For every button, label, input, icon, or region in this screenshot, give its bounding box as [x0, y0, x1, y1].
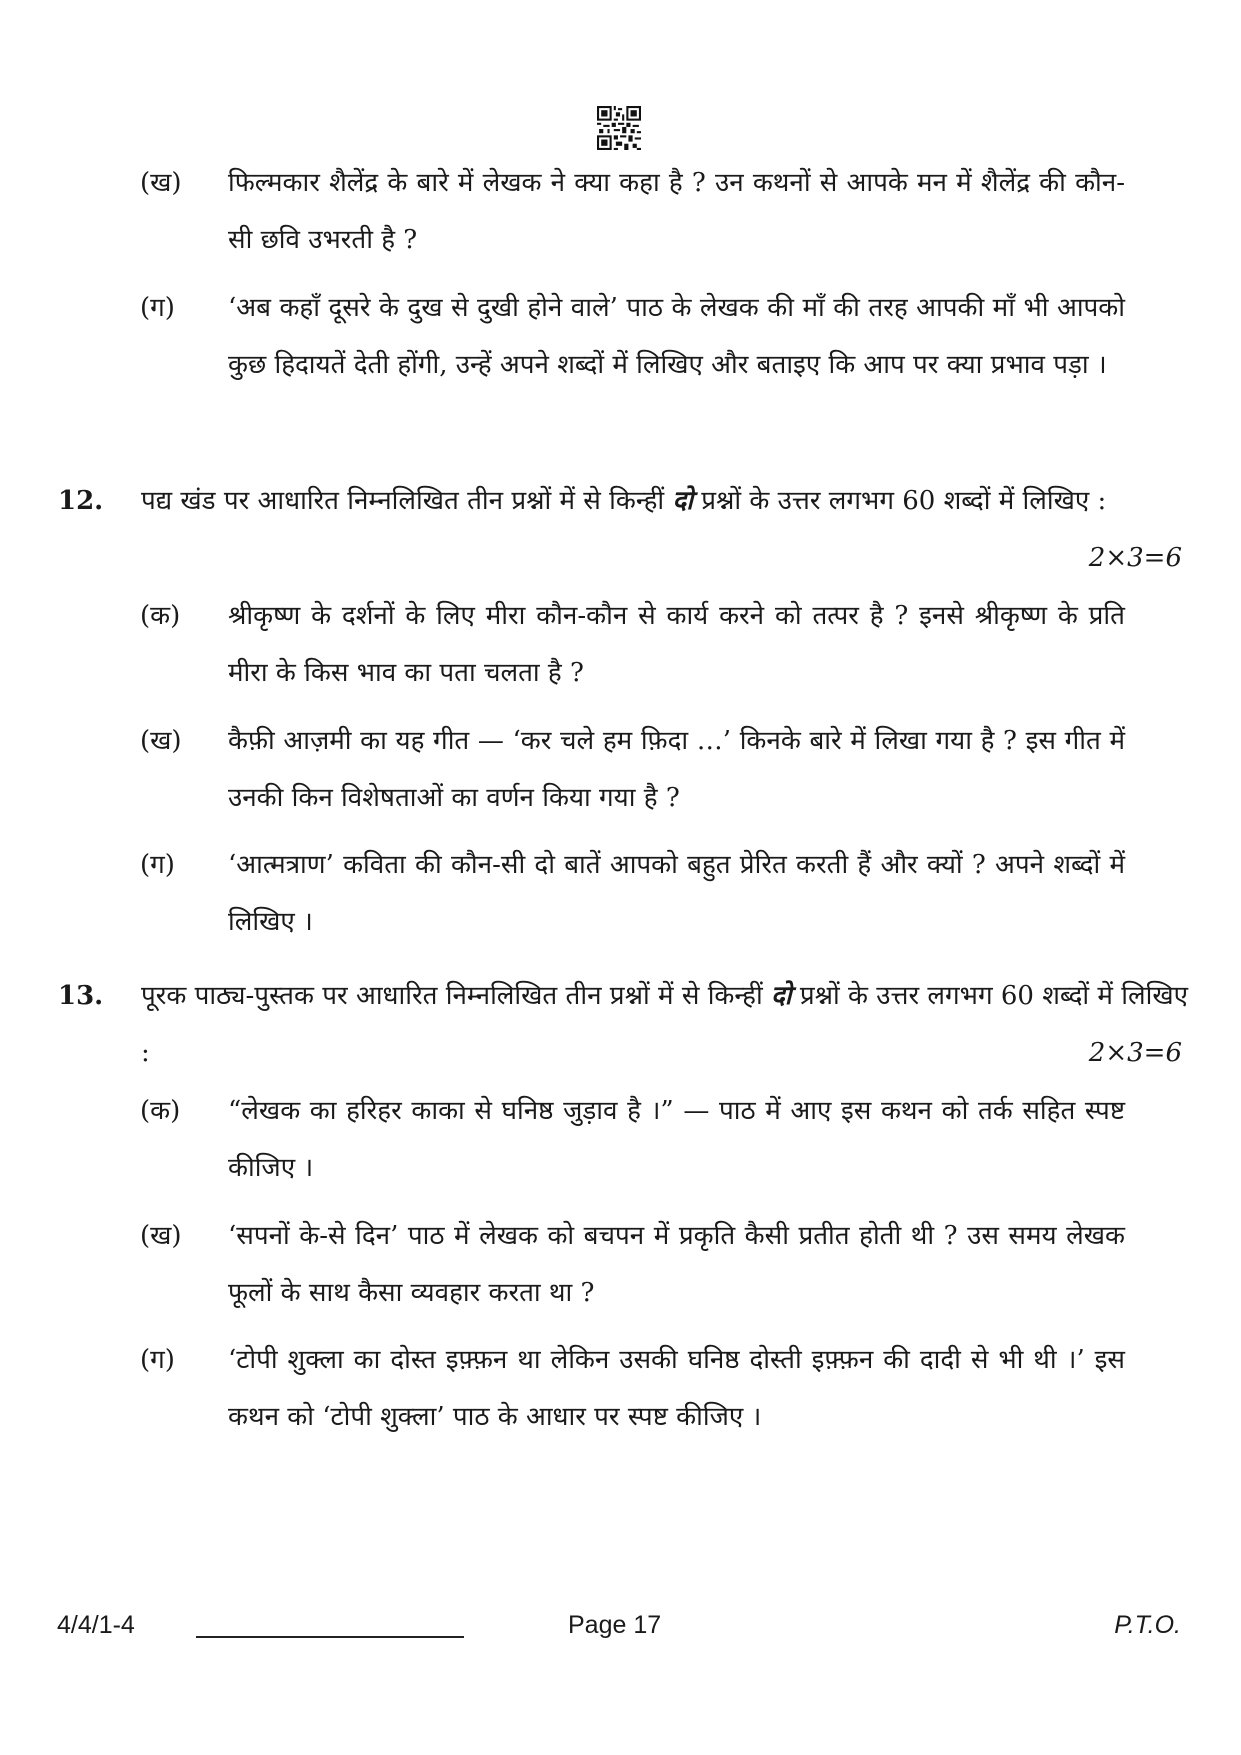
q13-item-kha: [140, 1208, 1125, 1322]
item-label: (ख): [140, 1221, 182, 1251]
page-number: Page 17: [568, 1611, 662, 1639]
marks-label: 2×3=6: [1088, 543, 1182, 573]
item-label: (ग): [140, 1345, 175, 1375]
item-label: (ग): [140, 293, 175, 323]
prompt-emphasis: दो: [672, 486, 693, 516]
q11-item-ga: [140, 280, 1125, 394]
item-text: कैफ़ी आज़मी का यह गीत — ‘कर चले हम फ़िदा …’ किनके बारे में लिखा गया है ? इस गीत में उनकी किन विशेषताओं का वर्णन किया गया है ?: [228, 726, 1125, 813]
item-text: श्रीकृष्ण के दर्शनों के लिए मीरा कौन-कौन से कार्य करने को तत्पर है ? इनसे श्रीकृष्ण के प्रति मीरा के किस भाव का पता चलता है ?: [228, 601, 1125, 688]
q12-item-ka: [140, 588, 1125, 702]
question-number: 12.: [58, 486, 104, 516]
item-label: (ख): [140, 726, 182, 756]
question-12: [58, 473, 1188, 573]
question-13: [58, 968, 1188, 1082]
question-prompt: [141, 473, 1188, 530]
item-label: (क): [140, 1096, 181, 1126]
item-text: ‘आत्मत्राण’ कविता की कौन-सी दो बातें आपको बहुत प्रेरित करती हैं और क्यों ? अपने शब्दों में लिखिए ।: [228, 850, 1125, 937]
question-prompt: [141, 968, 1188, 1082]
q13-item-ga: [140, 1332, 1125, 1446]
qr-code-icon: [597, 106, 641, 150]
q13-item-ka: [140, 1083, 1125, 1197]
question-number: 13.: [58, 981, 104, 1011]
marks-label: 2×3=6: [1088, 1038, 1182, 1068]
prompt-text: पद्य खंड पर आधारित निम्नलिखित तीन प्रश्नों में से किन्हीं: [141, 486, 673, 516]
q12-item-ga: [140, 837, 1125, 951]
item-label: (ख): [140, 168, 182, 198]
prompt-emphasis: दो: [771, 981, 792, 1011]
pto-label: P.T.O.: [1114, 1611, 1181, 1639]
item-text: ‘सपनों के-से दिन’ पाठ में लेखक को बचपन में प्रकृति कैसी प्रतीत होती थी ? उस समय लेखक फूलों के साथ कैसा व्यवहार करता था ?: [228, 1221, 1125, 1308]
prompt-text: प्रश्नों के उत्तर लगभग 60 शब्दों में लिखिए :: [141, 981, 1188, 1068]
q11-item-kha: [140, 155, 1125, 269]
paper-code: 4/4/1-4: [57, 1611, 135, 1639]
item-text: “लेखक का हरिहर काका से घनिष्ठ जुड़ाव है ।” — पाठ में आए इस कथन को तर्क सहित स्पष्ट कीजिए ।: [228, 1096, 1125, 1183]
footer-divider: [196, 1636, 464, 1638]
item-text: ‘टोपी शुक्ला का दोस्त इफ़्फ़न था लेकिन उसकी घनिष्ठ दोस्ती इफ़्फ़न की दादी से भी थी ।’ इस कथन को ‘टोपी शुक्ला’ पाठ के आधार पर स्पष्ट कीजिए ।: [228, 1345, 1125, 1432]
item-label: (क): [140, 601, 181, 631]
item-label: (ग): [140, 850, 175, 880]
page-footer: [0, 1611, 1241, 1651]
prompt-text: पूरक पाठ्य-पुस्तक पर आधारित निम्नलिखित तीन प्रश्नों में से किन्हीं: [141, 981, 771, 1011]
q12-item-kha: [140, 713, 1125, 827]
item-text: ‘अब कहाँ दूसरे के दुख से दुखी होने वाले’ पाठ के लेखक की माँ की तरह आपकी माँ भी आपको कुछ हिदायतें देती होंगी, उन्हें अपने शब्दों में लिखिए और बताइए कि आप पर क्या प्रभाव पड़ा ।: [228, 293, 1125, 380]
item-text: फिल्मकार शैलेंद्र के बारे में लेखक ने क्या कहा है ? उन कथनों से आपके मन में शैलेंद्र की कौन-सी छवि उभरती है ?: [228, 168, 1125, 255]
prompt-text: प्रश्नों के उत्तर लगभग 60 शब्दों में लिखिए :: [692, 486, 1107, 516]
